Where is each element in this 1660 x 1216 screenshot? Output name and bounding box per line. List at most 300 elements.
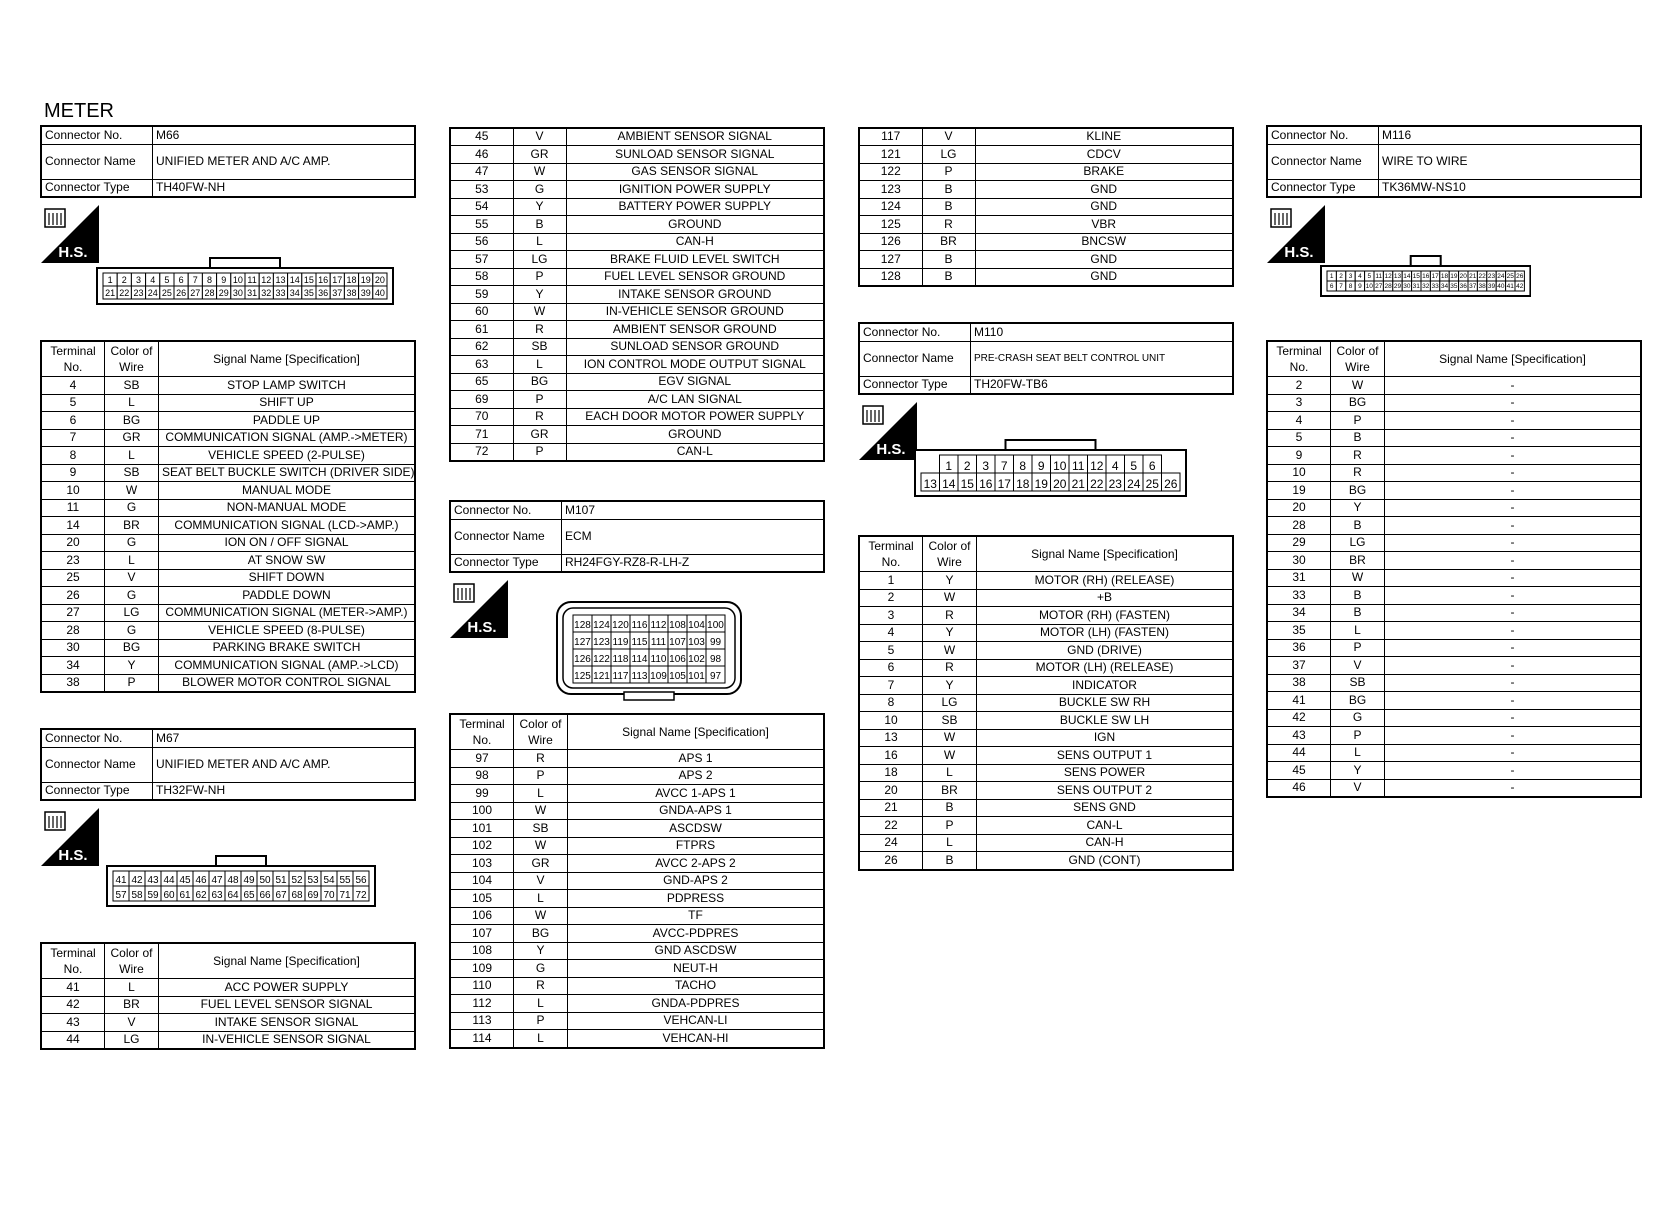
terminal-no: 114 — [450, 1030, 514, 1048]
pin-number: 126 — [574, 654, 591, 665]
pin-number: 15 — [1412, 273, 1420, 280]
header-terminal-no: Terminal No. — [859, 536, 923, 572]
terminal-no: 11 — [41, 499, 105, 517]
signal-name: - — [1385, 727, 1642, 745]
signal-name: - — [1385, 692, 1642, 710]
terminal-no: 4 — [859, 624, 923, 642]
m107-connector-diagram — [555, 600, 743, 709]
pin-number: 111 — [650, 637, 667, 648]
table-row — [1267, 744, 1641, 762]
pin-number: 30 — [1403, 283, 1411, 290]
pin-number: 107 — [669, 637, 686, 648]
pin-number: 109 — [650, 671, 667, 682]
m66-connector-diagram — [96, 250, 394, 311]
table-row — [859, 268, 1233, 286]
hs-label: H.S. — [58, 847, 88, 864]
pin-number: 54 — [323, 875, 335, 886]
pin-number: 25 — [1145, 477, 1159, 491]
terminal-no: 34 — [1267, 604, 1331, 622]
pin-number: 66 — [259, 890, 271, 901]
wire-color: V — [1331, 779, 1385, 797]
pin-number: 29 — [218, 288, 229, 298]
table-row — [859, 834, 1233, 852]
pin-number: 37 — [332, 288, 343, 298]
terminal-no: 45 — [450, 128, 513, 146]
terminal-no: 10 — [859, 712, 923, 730]
pin-number: 40 — [1497, 283, 1505, 290]
pin-number: 40 — [374, 288, 385, 298]
pin-number: 43 — [147, 875, 159, 886]
pin-number: 11 — [1375, 273, 1383, 280]
m107-info — [449, 500, 825, 573]
wire-color: SB — [105, 464, 159, 482]
wire-color: SB — [514, 820, 568, 838]
pin-number: 65 — [243, 890, 255, 901]
terminal-no: 108 — [450, 942, 514, 960]
wire-color: Y — [1331, 499, 1385, 517]
pin-number: 19 — [1450, 273, 1458, 280]
signal-name: BRAKE FLUID LEVEL SWITCH — [566, 251, 824, 269]
pin-number: 50 — [259, 875, 271, 886]
terminal-no: 5 — [1267, 429, 1331, 447]
terminal-no: 3 — [859, 607, 923, 625]
pin-number: 34 — [1440, 283, 1449, 290]
pin-number: 26 — [1164, 477, 1178, 491]
pin-number: 13 — [1393, 273, 1402, 280]
pin-number: 39 — [360, 288, 371, 298]
label-connector-no: Connector No. — [1267, 126, 1379, 144]
signal-name: BLOWER MOTOR CONTROL SIGNAL — [159, 674, 416, 692]
pin-number: 44 — [163, 875, 175, 886]
signal-name: GNDA-APS 1 — [568, 802, 825, 820]
pin-number: 24 — [147, 288, 158, 298]
table-row — [1267, 429, 1641, 447]
terminal-no: 125 — [859, 216, 922, 234]
hs-badge-graphic — [859, 402, 917, 460]
terminal-no: 56 — [450, 233, 513, 251]
signal-name: CAN-L — [566, 443, 824, 461]
wire-color: B — [923, 799, 977, 817]
pin-number: 104 — [688, 620, 705, 631]
pin-number: 114 — [631, 654, 648, 665]
table-row — [450, 321, 824, 339]
header-color-of-wire: Color of Wire — [923, 536, 977, 572]
wire-color: L — [514, 1030, 568, 1048]
signal-name: FUEL LEVEL SENSOR GROUND — [566, 268, 824, 286]
table-row — [1267, 779, 1641, 797]
m67-terminal-table-cont — [449, 127, 825, 462]
wire-color: LG — [105, 1031, 159, 1049]
signal-name: CDCV — [975, 146, 1233, 164]
wire-color: L — [1331, 622, 1385, 640]
table-row — [859, 712, 1233, 730]
table-row — [450, 356, 824, 374]
table-row — [450, 443, 824, 461]
m66-type: TH40FW-NH — [153, 179, 416, 197]
signal-name: SUNLOAD SENSOR SIGNAL — [566, 146, 824, 164]
wire-color: BR — [922, 233, 975, 251]
m67-connector-diagram — [106, 848, 376, 913]
signal-name: IGN — [977, 729, 1234, 747]
terminal-no: 117 — [859, 128, 922, 146]
pin-number: 42 — [1516, 283, 1524, 290]
hs-badge-graphic — [41, 205, 99, 263]
terminal-no: 104 — [450, 872, 514, 890]
harness-side-icon — [1267, 205, 1325, 263]
pin-number: 10 — [232, 275, 243, 285]
signal-name: - — [1385, 517, 1642, 535]
wire-color: P — [513, 391, 566, 409]
pin-number: 2 — [963, 459, 971, 473]
table-header-row — [41, 341, 415, 377]
wire-color: LG — [922, 146, 975, 164]
signal-name: ION ON / OFF SIGNAL — [159, 534, 416, 552]
table-header-row — [41, 943, 415, 979]
terminal-no: 30 — [1267, 552, 1331, 570]
terminal-no: 6 — [859, 659, 923, 677]
wire-color: W — [513, 163, 566, 181]
pin-number: 112 — [650, 620, 667, 631]
pin-number: 103 — [688, 637, 705, 648]
pin-number: 13 — [275, 275, 286, 285]
pin-number: 6 — [1329, 283, 1334, 290]
pin-number: 33 — [275, 288, 286, 298]
table-row — [859, 251, 1233, 269]
terminal-no: 65 — [450, 373, 513, 391]
pin-number: 25 — [161, 288, 172, 298]
table-row — [859, 817, 1233, 835]
label-connector-no: Connector No. — [859, 323, 971, 341]
terminal-no: 121 — [859, 146, 922, 164]
table-row — [450, 925, 824, 943]
terminal-no: 41 — [1267, 692, 1331, 710]
signal-name: STOP LAMP SWITCH — [159, 377, 416, 395]
pin-number: 38 — [346, 288, 357, 298]
wire-color: Y — [1331, 762, 1385, 780]
signal-name: SENS OUTPUT 1 — [977, 747, 1234, 765]
signal-name: AMBIENT SENSOR GROUND — [566, 321, 824, 339]
pin-number: 69 — [307, 890, 319, 901]
m116-info — [1266, 125, 1642, 198]
pin-number: 10 — [1053, 459, 1067, 473]
table-row — [859, 729, 1233, 747]
terminal-no: 1 — [859, 572, 923, 590]
pin-number: 23 — [1108, 477, 1122, 491]
signal-name: GNDA-PDPRES — [568, 995, 825, 1013]
wire-color: P — [513, 268, 566, 286]
signal-name: VEHCAN-HI — [568, 1030, 825, 1048]
pin-number: 99 — [709, 637, 722, 648]
pin-number: 8 — [1348, 283, 1353, 290]
wire-color: R — [923, 607, 977, 625]
label-connector-type: Connector Type — [41, 179, 153, 197]
terminal-no: 103 — [450, 855, 514, 873]
table-row — [450, 960, 824, 978]
terminal-no: 99 — [450, 785, 514, 803]
table-row — [450, 820, 824, 838]
table-row — [41, 534, 415, 552]
terminal-no: 20 — [1267, 499, 1331, 517]
signal-name: AVCC 1-APS 1 — [568, 785, 825, 803]
table-row — [1267, 587, 1641, 605]
table-row — [450, 855, 824, 873]
signal-name: SENS GND — [977, 799, 1234, 817]
pin-number: 3 — [1348, 273, 1353, 280]
table-row — [859, 659, 1233, 677]
terminal-no: 58 — [450, 268, 513, 286]
wire-color: L — [105, 447, 159, 465]
terminal-no: 102 — [450, 837, 514, 855]
table-row — [41, 517, 415, 535]
signal-name: PADDLE UP — [159, 412, 416, 430]
terminal-no: 38 — [1267, 674, 1331, 692]
wire-color: LG — [513, 251, 566, 269]
pin-number: 4 — [1358, 273, 1362, 280]
pin-number: 21 — [1071, 477, 1085, 491]
wire-color: GR — [513, 426, 566, 444]
wire-color: Y — [923, 624, 977, 642]
pin-number: 9 — [1358, 283, 1362, 290]
pin-number: 28 — [1384, 283, 1392, 290]
m66-name: UNIFIED METER AND A/C AMP. — [153, 144, 416, 179]
signal-name: SENS POWER — [977, 764, 1234, 782]
pin-number: 23 — [1487, 273, 1496, 280]
wire-color: B — [1331, 429, 1385, 447]
signal-name: GND — [975, 181, 1233, 199]
signal-name: - — [1385, 622, 1642, 640]
pin-number: 32 — [1422, 283, 1430, 290]
wire-color: BR — [1331, 552, 1385, 570]
signal-name: VBR — [975, 216, 1233, 234]
terminal-no: 4 — [41, 377, 105, 395]
wire-color: W — [514, 802, 568, 820]
terminal-no: 4 — [1267, 412, 1331, 430]
wire-color: GR — [514, 855, 568, 873]
terminal-no: 26 — [41, 587, 105, 605]
m116-name: WIRE TO WIRE — [1379, 144, 1642, 179]
signal-name: MANUAL MODE — [159, 482, 416, 500]
wire-color: R — [514, 977, 568, 995]
wire-color: BG — [514, 925, 568, 943]
table-row — [41, 604, 415, 622]
terminal-no: 70 — [450, 408, 513, 426]
table-row — [1267, 692, 1641, 710]
header-terminal-no: Terminal No. — [41, 341, 105, 377]
terminal-no: 7 — [41, 429, 105, 447]
pin-number: 42 — [131, 875, 143, 886]
terminal-no: 71 — [450, 426, 513, 444]
m66-no: M66 — [153, 126, 416, 144]
terminal-no: 41 — [41, 979, 105, 997]
signal-name: NEUT-H — [568, 960, 825, 978]
wire-color: G — [514, 960, 568, 978]
m116-type: TK36MW-NS10 — [1379, 179, 1642, 197]
wire-color: Y — [923, 677, 977, 695]
pin-number: 47 — [211, 875, 223, 886]
signal-name: GROUND — [566, 216, 824, 234]
table-row — [41, 569, 415, 587]
terminal-no: 20 — [859, 782, 923, 800]
signal-name: SEAT BELT BUCKLE SWITCH (DRIVER SIDE) — [159, 464, 416, 482]
signal-name: ACC POWER SUPPLY — [159, 979, 416, 997]
pin-number: 57 — [115, 890, 127, 901]
pin-number: 127 — [574, 637, 591, 648]
table-row — [859, 624, 1233, 642]
pin-number: 122 — [593, 654, 610, 665]
wire-color: R — [1331, 464, 1385, 482]
pin-number: 18 — [346, 275, 357, 285]
header-terminal-no: Terminal No. — [41, 943, 105, 979]
pin-number: 119 — [612, 637, 629, 648]
wire-color: W — [923, 589, 977, 607]
table-row — [859, 181, 1233, 199]
signal-name: - — [1385, 639, 1642, 657]
terminal-no: 10 — [1267, 464, 1331, 482]
terminal-no: 3 — [1267, 394, 1331, 412]
pin-number: 19 — [360, 275, 371, 285]
terminal-no: 10 — [41, 482, 105, 500]
signal-name: - — [1385, 429, 1642, 447]
table-row — [450, 837, 824, 855]
table-row — [450, 408, 824, 426]
table-row — [41, 464, 415, 482]
pin-number: 49 — [243, 875, 255, 886]
harness-side-icon — [41, 205, 99, 263]
pin-number: 121 — [593, 671, 610, 682]
wire-color: GR — [513, 146, 566, 164]
table-row — [450, 872, 824, 890]
pin-number: 22 — [119, 288, 130, 298]
wire-color: L — [514, 890, 568, 908]
table-row — [450, 750, 824, 768]
signal-name: IN-VEHICLE SENSOR SIGNAL — [159, 1031, 416, 1049]
m107-terminal-table-cont — [858, 127, 1234, 287]
wire-color: L — [1331, 744, 1385, 762]
table-row — [1267, 499, 1641, 517]
signal-name: IGNITION POWER SUPPLY — [566, 181, 824, 199]
table-row — [450, 303, 824, 321]
pin-number: 100 — [707, 620, 724, 631]
signal-name: - — [1385, 412, 1642, 430]
label-connector-type: Connector Type — [859, 376, 971, 394]
table-header-row — [859, 536, 1233, 572]
pin-number: 29 — [1393, 283, 1402, 290]
wire-color: V — [514, 872, 568, 890]
signal-name: - — [1385, 447, 1642, 465]
pin-number: 37 — [1469, 283, 1477, 290]
m116-terminal-table — [1266, 340, 1642, 798]
wire-color: SB — [923, 712, 977, 730]
wire-color: BG — [1331, 692, 1385, 710]
pin-number: 117 — [612, 671, 629, 682]
wire-color: BR — [105, 996, 159, 1014]
signal-name: AMBIENT SENSOR SIGNAL — [566, 128, 824, 146]
m107-type: RH24FGY-RZ8-R-LH-Z — [562, 554, 825, 572]
terminal-no: 26 — [859, 852, 923, 870]
header-color-of-wire: Color of Wire — [105, 341, 159, 377]
signal-name: GND ASCDSW — [568, 942, 825, 960]
terminal-no: 109 — [450, 960, 514, 978]
table-row — [450, 1012, 824, 1030]
wire-color: B — [1331, 587, 1385, 605]
pin-number: 25 — [1506, 273, 1514, 280]
terminal-no: 18 — [859, 764, 923, 782]
table-header-row — [450, 714, 824, 750]
terminal-no: 46 — [1267, 779, 1331, 797]
wire-color: W — [923, 747, 977, 765]
table-row — [450, 251, 824, 269]
terminal-no: 69 — [450, 391, 513, 409]
pin-number: 22 — [1478, 273, 1486, 280]
pin-number: 67 — [275, 890, 287, 901]
terminal-no: 5 — [41, 394, 105, 412]
table-row — [41, 447, 415, 465]
pin-number: 13 — [923, 477, 937, 491]
signal-name: - — [1385, 762, 1642, 780]
table-header-row — [1267, 341, 1641, 377]
signal-name: VEHICLE SPEED (8-PULSE) — [159, 622, 416, 640]
table-row — [859, 146, 1233, 164]
terminal-no: 2 — [1267, 377, 1331, 395]
pin-number: 31 — [1412, 283, 1420, 290]
signal-name: MOTOR (RH) (FASTEN) — [977, 607, 1234, 625]
signal-name: IN-VEHICLE SENSOR GROUND — [566, 303, 824, 321]
table-row — [1267, 447, 1641, 465]
pin-number: 16 — [979, 477, 993, 491]
wire-color: SB — [105, 377, 159, 395]
pin-number: 24 — [1127, 477, 1141, 491]
table-row — [1267, 639, 1641, 657]
signal-name: MOTOR (LH) (RELEASE) — [977, 659, 1234, 677]
header-terminal-no: Terminal No. — [1267, 341, 1331, 377]
signal-name: - — [1385, 377, 1642, 395]
m67-no: M67 — [153, 729, 416, 747]
m116-no: M116 — [1379, 126, 1642, 144]
hs-label: H.S. — [876, 441, 906, 458]
hs-label: H.S. — [1284, 244, 1314, 261]
terminal-no: 8 — [41, 447, 105, 465]
wire-color: V — [105, 569, 159, 587]
table-row — [859, 233, 1233, 251]
page-title: METER — [44, 100, 114, 122]
signal-name: BATTERY POWER SUPPLY — [566, 198, 824, 216]
header-signal-name: Signal Name [Specification] — [568, 714, 825, 750]
signal-name: CAN-H — [566, 233, 824, 251]
hs-label: H.S. — [467, 619, 497, 636]
m110-no: M110 — [971, 323, 1234, 341]
pin-number: 3 — [982, 459, 990, 473]
signal-name: NON-MANUAL MODE — [159, 499, 416, 517]
pin-number: 22 — [1090, 477, 1104, 491]
pin-number: 33 — [1431, 283, 1439, 290]
terminal-no: 28 — [41, 622, 105, 640]
terminal-no: 7 — [859, 677, 923, 695]
terminal-no: 31 — [1267, 569, 1331, 587]
pin-number: 31 — [247, 288, 258, 298]
signal-name: PDPRESS — [568, 890, 825, 908]
signal-name: CAN-L — [977, 817, 1234, 835]
signal-name: - — [1385, 534, 1642, 552]
m110-type: TH20FW-TB6 — [971, 376, 1234, 394]
m110-terminal-table — [858, 535, 1234, 871]
pin-number: 55 — [339, 875, 351, 886]
pin-number: 24 — [1497, 273, 1505, 280]
wire-color: P — [1331, 412, 1385, 430]
table-row — [41, 639, 415, 657]
pin-number: 53 — [307, 875, 319, 886]
pin-number: 61 — [179, 890, 191, 901]
terminal-no: 42 — [41, 996, 105, 1014]
